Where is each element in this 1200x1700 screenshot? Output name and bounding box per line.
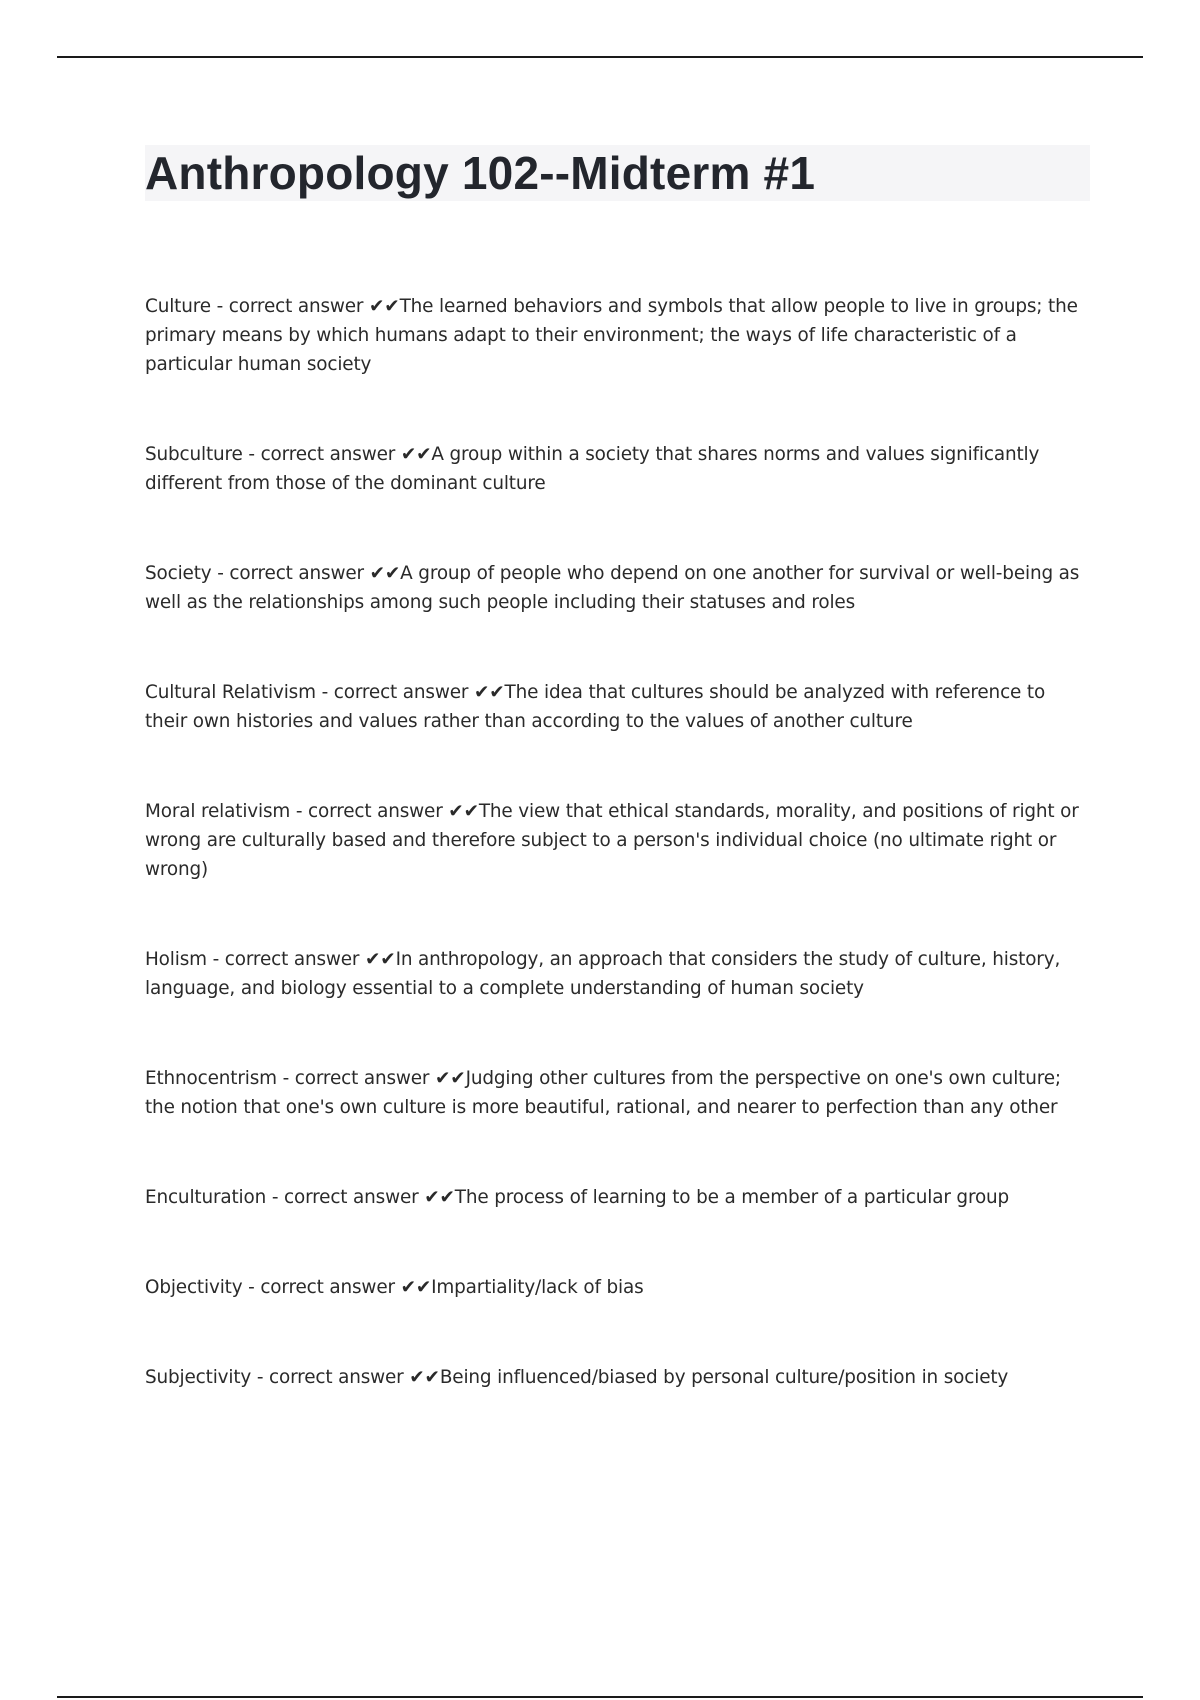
flashcard-entry-cultural-relativism <box>145 678 1090 736</box>
entry-term: Ethnocentrism <box>145 1068 277 1089</box>
entry-definition: Impartiality/lack of bias <box>431 1277 644 1298</box>
entry-definition: Being influenced/biased by personal culture/position in society <box>439 1367 1009 1388</box>
flashcard-list <box>145 292 1090 1392</box>
correct-answer-marker: - correct answer ✔✔ <box>211 563 401 584</box>
correct-answer-marker: - correct answer ✔✔ <box>206 949 396 970</box>
entry-term: Moral relativism <box>145 801 291 822</box>
entry-definition: A group of people who depend on one another for survival or well-being as well as the relationships among such people including their statuses and roles <box>145 563 1080 613</box>
entry-definition: The view that ethical standards, morality, and positions of right or wrong are culturally based and therefore subject to a person's individual choice (no ultimate right or wrong) <box>145 801 1079 880</box>
header-rule <box>57 56 1143 58</box>
entry-term: Culture <box>145 296 211 317</box>
entry-definition: In anthropology, an approach that considers the study of culture, history, language, and biology essential to a complete understanding of human society <box>145 949 1061 999</box>
correct-answer-marker: - correct answer ✔✔ <box>242 1277 432 1298</box>
correct-answer-marker: - correct answer ✔✔ <box>290 801 479 822</box>
flashcard-entry-subjectivity <box>145 1363 1090 1392</box>
flashcard-entry-holism <box>145 945 1090 1003</box>
flashcard-entry-society <box>145 559 1090 617</box>
entry-term: Holism <box>145 949 207 970</box>
entry-definition: The learned behaviors and symbols that allow people to live in groups; the primary means by which humans adapt to their environment; the ways of life characteristic of a particular human society <box>145 296 1078 375</box>
entry-term: Cultural Relativism <box>145 682 316 703</box>
correct-answer-marker: - correct answer ✔✔ <box>276 1068 466 1089</box>
entry-term: Subjectivity <box>145 1367 252 1388</box>
flashcard-entry-culture <box>145 292 1090 379</box>
entry-term: Subculture <box>145 444 243 465</box>
page-title: Anthropology 102--Midterm #1 <box>145 147 816 199</box>
entry-definition: Judging other cultures from the perspective on one's own culture; the notion that one's own culture is more beautiful, rational, and nearer to perfection than any other <box>145 1068 1061 1118</box>
entry-definition: A group within a society that shares norms and values significantly different from those of the dominant culture <box>145 444 1040 494</box>
entry-term: Objectivity <box>145 1277 243 1298</box>
flashcard-entry-subculture <box>145 440 1090 498</box>
correct-answer-marker: - correct answer ✔✔ <box>266 1187 455 1208</box>
flashcard-entry-enculturation <box>145 1183 1090 1212</box>
flashcard-entry-ethnocentrism <box>145 1064 1090 1122</box>
correct-answer-marker: - correct answer ✔✔ <box>315 682 505 703</box>
entry-definition: The process of learning to be a member of a particular group <box>454 1187 1010 1208</box>
flashcard-entry-objectivity <box>145 1273 1090 1302</box>
entry-definition: The idea that cultures should be analyzed with reference to their own histories and values rather than according to the values of another culture <box>145 682 1046 732</box>
correct-answer-marker: - correct answer ✔✔ <box>210 296 400 317</box>
correct-answer-marker: - correct answer ✔✔ <box>242 444 432 465</box>
entry-term: Society <box>145 563 212 584</box>
footer-rule <box>57 1696 1143 1698</box>
entry-term: Enculturation <box>145 1187 267 1208</box>
correct-answer-marker: - correct answer ✔✔ <box>251 1367 440 1388</box>
flashcard-entry-moral-relativism <box>145 797 1090 884</box>
